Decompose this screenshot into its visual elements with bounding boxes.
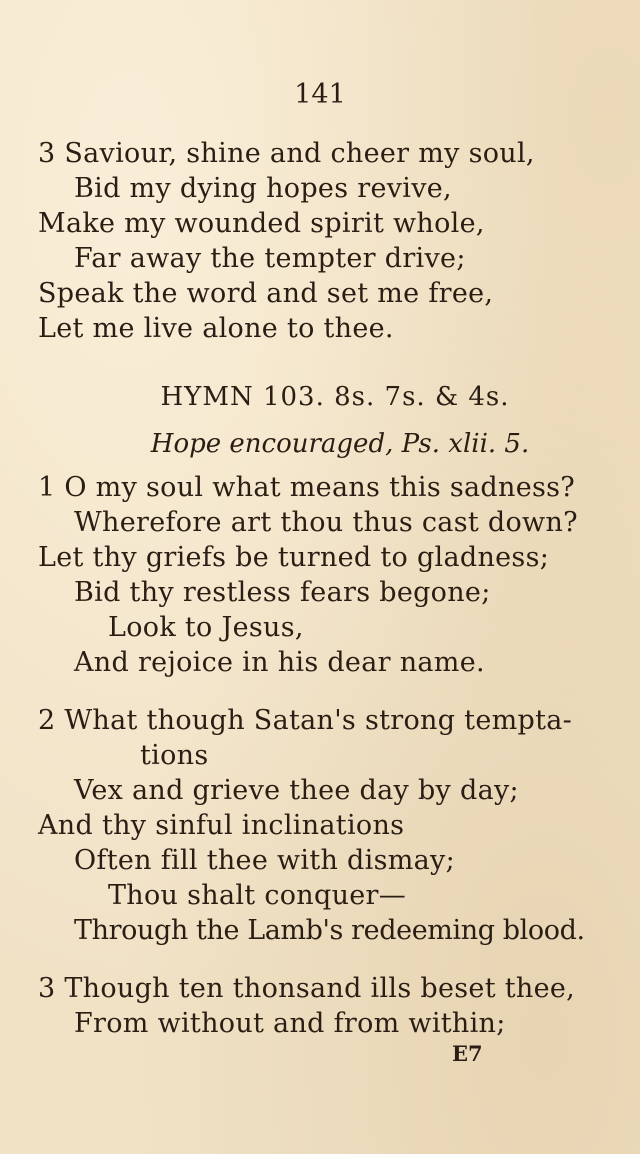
verse-line: And rejoice in his dear name. <box>74 647 485 678</box>
verse-line: Far away the tempter drive; <box>74 243 466 274</box>
verse-line: Look to Jesus, <box>108 612 304 643</box>
hymn-subtitle: Hope encouraged, Ps. xlii. 5. <box>150 429 530 459</box>
verse-line: 3 Though ten thonsand ills beset thee, <box>38 973 576 1004</box>
signature-mark: E7 <box>452 1041 483 1066</box>
verse-line: Bid thy restless fears begone; <box>74 577 491 608</box>
verse-line: Vex and grieve thee day by day; <box>74 775 519 806</box>
verse-line: 2 What though Satan's strong tempta- <box>38 705 573 736</box>
verse-line: From without and from within; <box>74 1008 506 1039</box>
verse-line: Thou shalt conquer— <box>108 880 407 911</box>
verse-line: tions <box>140 740 209 771</box>
verse-line: Bid my dying hopes revive, <box>74 173 452 204</box>
verse-line: Speak the word and set me free, <box>38 278 494 309</box>
verse-line: Often fill thee with dismay; <box>74 845 455 876</box>
verse-line: Let thy griefs be turned to gladness; <box>38 542 550 573</box>
verse-line: And thy sinful inclinations <box>38 810 405 841</box>
verse-line: Let me live alone to thee. <box>38 313 394 344</box>
verse-line: Through the Lamb's redeeming blood. <box>74 915 585 946</box>
verse-line: 3 Saviour, shine and cheer my soul, <box>38 138 535 169</box>
hymn-heading: HYMN 103. 8s. 7s. & 4s. <box>160 382 510 412</box>
page-number: 141 <box>294 79 346 110</box>
verse-line: Wherefore art thou thus cast down? <box>74 507 578 538</box>
verse-line: Make my wounded spirit whole, <box>38 208 485 239</box>
verse-line: 1 O my soul what means this sadness? <box>38 472 576 503</box>
